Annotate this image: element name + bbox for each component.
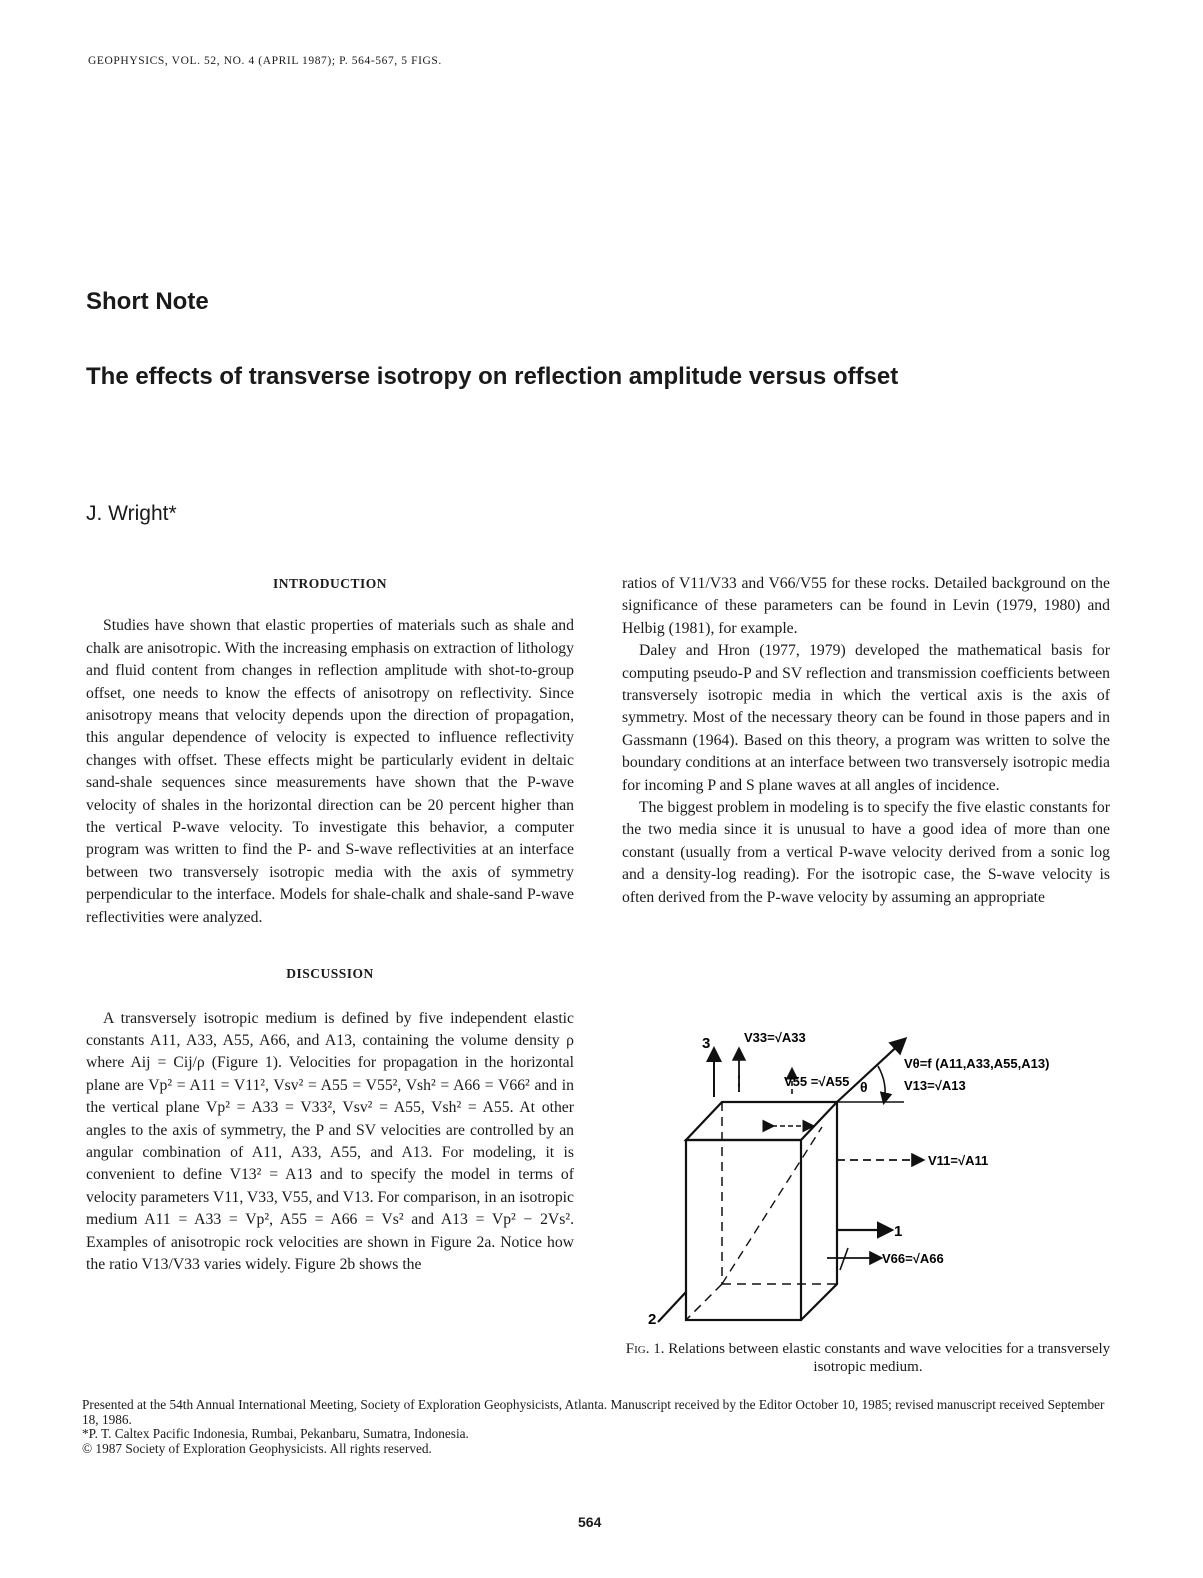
cube-diagonal	[722, 1127, 822, 1284]
vtheta-arrow	[837, 1040, 904, 1102]
footnotes	[82, 1398, 1112, 1456]
axis-2-label: 2	[648, 1311, 657, 1328]
v66-shear-mark	[840, 1248, 848, 1270]
discussion-paragraph: A transversely isotropic medium is defined by five independent elastic constants A11, A33, A55, A66, and A13, containing the volume density ρ where Aij = Cij/ρ (Figure 1). Velocities for propagation in the horizontal plane are Vp² = A11 = V11², Vsv² = A55 = V55², Vsh² = A66 = V66² and in the vertical plane Vp² = A33 = V33², Vsv² = A55, Vsh² = A55. At other angles to the axis of symmetry, the P and SV velocities are controlled by an angular combination of A11, A33, A55, and A13. For modeling, it is convenient to define V13² = A13 and to specify the model in terms of velocity parameters V11, V33, V55, and V13. For comparison, in an isotropic medium A11 = A33 = Vp², A55 = A66 = Vs² and A13 = Vp² − 2Vs². Examples of anisotropic rock velocities are shown in Figure 2a. Notice how the ratio V13/V33 varies widely. Figure 2b shows the	[86, 1009, 574, 1273]
v33-label: V33=√A33	[744, 1030, 806, 1045]
page-number: 564	[578, 1514, 602, 1530]
v11-label: V11=√A11	[928, 1153, 989, 1168]
footnote-presented: Presented at the 54th Annual International Meeting, Society of Exploration Geophysicists, Atlanta. Manuscript received by the Editor October 10, 1985; revised manuscript received September 18, 1986.	[82, 1397, 1105, 1427]
right-column	[622, 573, 1110, 909]
figure-1-diagram	[622, 1012, 1122, 1332]
footnote-affiliation: *P. T. Caltex Pacific Indonesia, Rumbai, Pekanbaru, Sumatra, Indonesia.	[82, 1426, 469, 1442]
introduction-heading: INTRODUCTION	[272, 576, 387, 591]
introduction-paragraph: Studies have shown that elastic properties of materials such as shale and chalk are anisotropic. With the increasing emphasis on extraction of lithology and fluid content from changes in reflection amplitude with shot-to-group offset, one needs to know the effects of anisotropy on reflectivity. Since anisotropy means that velocity depends upon the direction of propagation, this angular dependence of velocity is expected to influence reflectivity changes with offset. These effects might be particularly evident in deltaic sand-shale sequences since measurements have shown that the P-wave velocity of shales in the horizontal direction can be 20 percent higher than the vertical P-wave velocity. To investigate this behavior, a computer program was written to find the P- and S-wave reflectivities at an interface between two transversely isotropic media with the axis of symmetry perpendicular to the interface. Models for shale-chalk and shale-sand P-wave reflectivities were analyzed.	[86, 617, 574, 926]
cube-front-face	[686, 1140, 801, 1320]
vtheta-label: Vθ=f (A11,A33,A55,A13)	[904, 1056, 1050, 1071]
section-label: Short Note	[86, 288, 209, 315]
axis-1-label: 1	[894, 1223, 903, 1240]
v66-label: V66=√A66	[882, 1251, 944, 1266]
right-paragraph: ratios of V11/V33 and V66/V55 for these rocks. Detailed background on the significance of these parameters can be found in Levin (1979, 1980) and Helbig (1981), for example.	[622, 575, 1110, 637]
v13-label: V13=√A13	[904, 1078, 966, 1093]
author-name: J. Wright*	[86, 502, 177, 525]
left-column	[86, 573, 574, 1276]
footnote-copyright: © 1987 Society of Exploration Geophysicists. All rights reserved.	[82, 1440, 432, 1456]
discussion-heading: DISCUSSION	[286, 966, 374, 982]
right-paragraph: The biggest problem in modeling is to specify the five elastic constants for the two media since it is unusual to have a good idea of more than one constant (usually from a vertical P-wave velocity derived from a sonic log and a density-log reading). For the isotropic case, the S-wave velocity is often derived from the P-wave velocity by assuming an appropriate	[622, 799, 1110, 906]
cube-hidden-edge	[686, 1284, 722, 1320]
figure-caption-prefix: Fig. 1.	[625, 1341, 665, 1357]
cube-top-face	[686, 1102, 837, 1140]
axis-3-label: 3	[702, 1035, 711, 1052]
figure-caption-text: Relations between elastic constants and wave velocities for a transversely isotropic medium.	[668, 1341, 1111, 1375]
figure-caption	[618, 1340, 1118, 1376]
article-title: The effects of transverse isotropy on reflection amplitude versus offset	[86, 363, 899, 390]
v55-label: V55 =√A55	[784, 1074, 850, 1089]
theta-symbol: θ	[860, 1079, 868, 1095]
figure-1	[622, 1012, 1122, 1332]
right-paragraph: Daley and Hron (1977, 1979) developed the mathematical basis for computing pseudo-P and SV reflection and transmission coefficients between transversely isotropic media in which the vertical axis is the axis of symmetry. Most of the necessary theory can be found in those papers and in Gassmann (1964). Based on this theory, a program was written to solve the boundary conditions at an interface between two transversely isotropic media for incoming P and S plane waves at all angles of incidence.	[622, 642, 1110, 794]
theta-arc	[878, 1066, 885, 1102]
axis-2-line	[658, 1292, 686, 1322]
running-head: GEOPHYSICS, VOL. 52, NO. 4 (APRIL 1987); P. 564-567, 5 FIGS.	[88, 55, 442, 67]
